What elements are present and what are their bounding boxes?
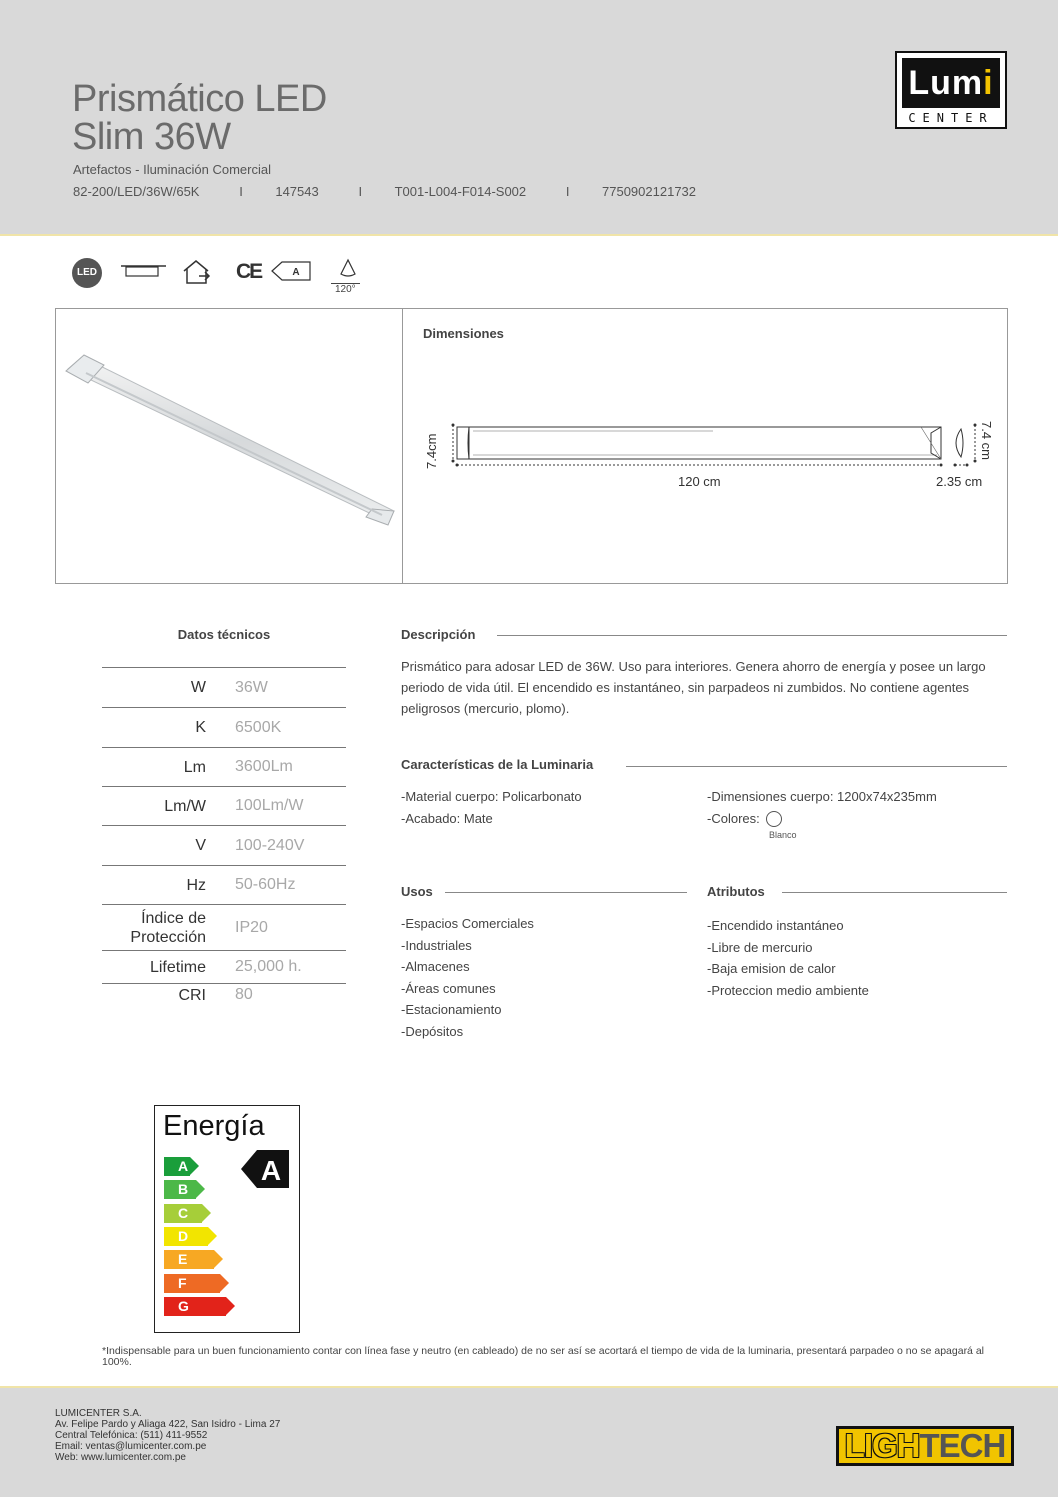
product-codes	[73, 184, 696, 199]
features-title: Características de la Luminaria	[401, 757, 605, 772]
model-code: 82-200/LED/36W/65K	[73, 184, 200, 199]
title-line-2: Slim 36W	[72, 116, 231, 158]
spec-row: Lm 3600Lm	[102, 747, 346, 786]
product-category: Artefactos - Iluminación Comercial	[73, 162, 271, 177]
list-item: -Estacionamiento	[401, 1002, 502, 1017]
height-label-right: 7.4 cm	[979, 421, 994, 461]
product-title	[72, 80, 327, 156]
list-item: -Almacenes	[401, 959, 470, 974]
energy-class-icon	[270, 260, 312, 282]
product-image-box	[55, 308, 1008, 584]
company-email: Email: ventas@lumicenter.com.pe	[55, 1441, 207, 1452]
spec-row: Lm/W 100Lm/W	[102, 786, 346, 825]
logo-wordmark: Lumi	[902, 58, 1000, 108]
list-item: -Baja emision de calor	[707, 961, 836, 976]
list-item: -Encendido instantáneo	[707, 918, 844, 933]
features-list-right	[707, 786, 937, 829]
list-item: -Libre de mercurio	[707, 939, 813, 955]
energy-class-b: B	[164, 1180, 196, 1199]
beam-angle-label: 120°	[331, 283, 360, 295]
svg-text:A: A	[260, 1155, 282, 1186]
code-separator: I	[239, 184, 243, 199]
description-title: Descripción	[401, 627, 487, 642]
atributos-title: Atributos	[707, 884, 777, 899]
energy-class-e: E	[164, 1250, 214, 1269]
header	[0, 0, 1058, 236]
features-list-left	[401, 786, 582, 829]
spec-row: K 6500K	[102, 707, 346, 747]
list-item: -Dimensiones cuerpo: 1200x74x235mm	[707, 789, 937, 804]
width-label: 2.35 cm	[936, 474, 983, 489]
title-line-1: Prismático LED	[72, 78, 327, 120]
specs-title: Datos técnicos	[177, 627, 271, 642]
specs-table	[102, 667, 346, 1009]
energy-class-d: D	[164, 1227, 208, 1246]
energy-class-c: C	[164, 1204, 202, 1223]
list-item: -Espacios Comerciales	[401, 916, 534, 931]
sku-code: 147543	[275, 184, 319, 199]
list-item: -Colores:	[707, 808, 937, 830]
beam-angle-icon	[338, 258, 358, 282]
energy-class-f: F	[164, 1274, 220, 1293]
spec-row: CRI 80	[102, 983, 346, 1009]
energy-class-a: A	[164, 1157, 190, 1176]
led-icon: LED	[72, 258, 102, 288]
company-contact	[55, 1408, 280, 1463]
code-separator: I	[358, 184, 363, 199]
white-color-swatch	[766, 811, 782, 827]
indoor-use-icon	[181, 258, 217, 286]
energy-label	[154, 1105, 300, 1333]
company-website: Web: www.lumicenter.com.pe	[55, 1452, 186, 1463]
energy-title: Energía	[163, 1110, 265, 1142]
list-item: -Depósitos	[401, 1023, 464, 1039]
usos-list	[401, 913, 534, 1042]
footer	[0, 1386, 1058, 1497]
section-rule	[444, 892, 687, 893]
spec-row: Hz 50-60Hz	[102, 865, 346, 904]
svg-text:A: A	[292, 267, 300, 278]
company-address: Av. Felipe Pardo y Aliaga 422, San Isidro - Lima 27	[55, 1419, 281, 1430]
list-item: -Material cuerpo: Policarbonato	[401, 789, 582, 804]
section-rule	[626, 766, 1007, 767]
dimensions-title: Dimensiones	[423, 326, 504, 341]
product-photo	[64, 349, 396, 527]
logo-subtext: CENTER	[908, 111, 994, 125]
energy-class-g: G	[164, 1297, 226, 1316]
color-name: Blanco	[769, 830, 797, 840]
atributos-list	[707, 915, 869, 1001]
spec-row: Índice de Protección IP20	[102, 904, 346, 950]
barcode-number: 7750902121732	[602, 184, 697, 199]
length-label: 120 cm	[678, 474, 721, 489]
spec-row: V 100-240V	[102, 825, 346, 865]
ce-mark-icon: CE	[236, 260, 262, 283]
dimension-drawing	[421, 419, 1001, 469]
lightech-logo: LIGHTECH	[836, 1426, 1014, 1466]
lumicenter-logo	[895, 51, 1007, 129]
usos-title: Usos	[401, 884, 445, 899]
family-code: T001-L004-F014-S002	[394, 184, 527, 199]
company-phone: Central Telefónica: (511) 411-9552	[55, 1430, 208, 1441]
installation-note: *Indispensable para un buen funcionamiento contar con línea fase y neutro (en cableado) de no ser así se acortará el tiempo de vida de la luminaria, presentará parpadeo o no se apagará al 100%.	[102, 1345, 984, 1368]
spec-row: Lifetime 25,000 h.	[102, 950, 346, 983]
spec-row: W 36W	[102, 667, 346, 707]
list-item: -Industriales	[401, 937, 472, 953]
section-rule	[782, 892, 1007, 893]
surface-mount-icon	[120, 264, 168, 278]
section-rule	[497, 635, 1007, 636]
description-text: Prismático para adosar LED de 36W. Uso para interiores. Genera ahorro de energía y posee un largo periodo de vida útil. El encendido es instantáneo, sin parpadeos ni zumbidos. No contiene agentes peligrosos (mercurio, plomo).	[401, 659, 986, 716]
list-item: -Proteccion medio ambiente	[707, 982, 869, 998]
box-divider	[402, 309, 403, 583]
energy-rating-marker	[241, 1150, 289, 1188]
height-label-left: 7.4cm	[424, 433, 439, 469]
list-item: -Acabado: Mate	[401, 810, 493, 826]
company-name: LUMICENTER S.A.	[55, 1408, 142, 1419]
code-separator: I	[565, 184, 570, 199]
list-item: -Áreas comunes	[401, 980, 496, 996]
